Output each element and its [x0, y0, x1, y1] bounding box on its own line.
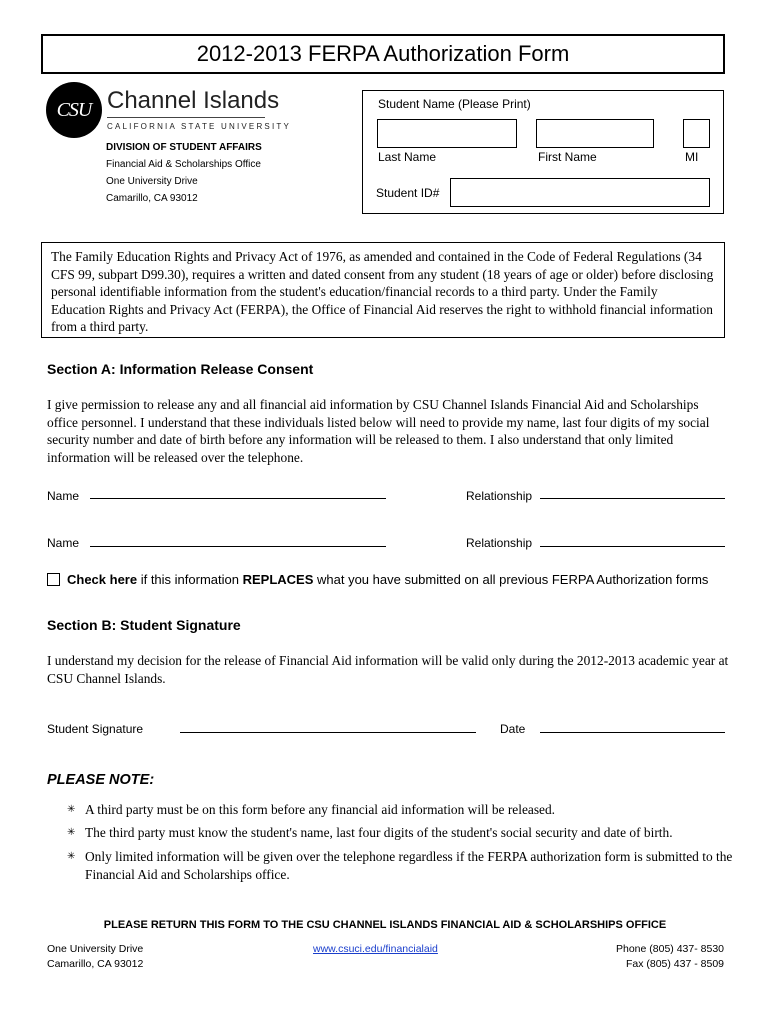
section-a-paragraph: I give permission to release any and all financial aid information by CSU Channel Islands Financial Aid and Scholarships office personnel. I understand that these individuals listed below will need to provide my name, last four digits of my social security number and date of birth before any information will be released to them. I also understand that only limited information will be released over the telephone. [47, 397, 710, 465]
csu-seal-logo [46, 82, 102, 138]
signature-input[interactable] [180, 732, 476, 733]
name-label-2: Name [47, 536, 80, 550]
title-box [41, 34, 725, 74]
student-id-field[interactable] [450, 178, 710, 207]
note-item-1: A third party must be on this form before any financial aid information will be released. [85, 802, 556, 817]
date-input[interactable] [540, 732, 725, 733]
department-title: DIVISION OF STUDENT AFFAIRS [106, 142, 262, 153]
bullet-icon: ✳ [67, 804, 76, 815]
bullet-icon: ✳ [67, 827, 76, 838]
date-label: Date [500, 722, 526, 736]
page-title: 2012-2013 FERPA Authorization Form [196, 41, 570, 66]
replaces-end-text: what you have submitted on all previous FERPA Authorization forms [313, 572, 709, 587]
department-street: One University Drive [106, 176, 198, 187]
return-instruction: PLEASE RETURN THIS FORM TO THE CSU CHANNEL ISLANDS FINANCIAL AID & SCHOLARSHIPS OFFICE [103, 919, 667, 931]
name-label-1: Name [47, 489, 80, 503]
section-b-paragraph: I understand my decision for the release of Financial Aid information will be valid only during the 2012-2013 academic year at CSU Channel Islands. [47, 653, 729, 686]
seal-text: CSU [56, 98, 92, 121]
footer-phone: Phone (805) 437- 8530 [616, 943, 724, 955]
relationship-input-1[interactable] [540, 498, 725, 499]
financial-aid-link[interactable]: www.csuci.edu/financialaid [313, 943, 438, 955]
signature-label: Student Signature [47, 722, 144, 736]
ferpa-notice-text: The Family Education Rights and Privacy Act of 1976, as amended and contained in the Code of Federal Regulations (34 CFS 99, subpart D99.30), requires a written and dated consent from any student (18 years of age or older) before disclosing personal identifiable information from the student's education/financial records to a third party. Under the Family Education Rights and Privacy Act (FERPA), the Office of Financial Aid reserves the right to withhold financial information from a third party. [51, 249, 714, 335]
note-item-3: Only limited information will be given over the telephone regardless if the FERPA authorization form is submitted to the Financial Aid and Scholarships office. [85, 849, 733, 882]
replaces-mid-text: if this information [137, 572, 243, 587]
first-name-label: First Name [538, 150, 597, 164]
footer-city: Camarillo, CA 93012 [47, 958, 144, 970]
footer-street: One University Drive [47, 943, 144, 955]
relationship-label-1: Relationship [466, 489, 533, 503]
section-b-heading: Section B: Student Signature [47, 617, 241, 633]
ferpa-notice-box [41, 242, 725, 338]
department-city: Camarillo, CA 93012 [106, 193, 198, 204]
last-name-field[interactable] [377, 119, 517, 148]
check-here-text: Check here [67, 572, 138, 587]
section-a-heading: Section A: Information Release Consent [47, 361, 314, 377]
logo-name: Channel Islands [107, 87, 280, 114]
replaces-checkbox[interactable] [47, 573, 60, 586]
logo-subtitle: CALIFORNIA STATE UNIVERSITY [107, 122, 292, 131]
replaces-row [47, 572, 708, 587]
logo-divider [107, 117, 265, 118]
bullet-icon: ✳ [67, 851, 76, 862]
please-note-heading: PLEASE NOTE: [47, 772, 155, 788]
department-office: Financial Aid & Scholarships Office [106, 159, 261, 170]
note-item-2: The third party must know the student's name, last four digits of the student's social security and date of birth. [85, 825, 673, 840]
relationship-input-2[interactable] [540, 546, 725, 547]
footer-fax: Fax (805) 437 - 8509 [625, 958, 724, 970]
mi-label: MI [685, 150, 699, 164]
relationship-label-2: Relationship [466, 536, 533, 550]
mi-field[interactable] [683, 119, 710, 148]
name-input-1[interactable] [90, 498, 386, 499]
student-name-heading: Student Name (Please Print) [378, 97, 531, 111]
student-id-label: Student ID# [376, 186, 440, 200]
last-name-label: Last Name [378, 150, 437, 164]
first-name-field[interactable] [536, 119, 654, 148]
replaces-bold-text: REPLACES [242, 572, 314, 587]
name-input-2[interactable] [90, 546, 386, 547]
